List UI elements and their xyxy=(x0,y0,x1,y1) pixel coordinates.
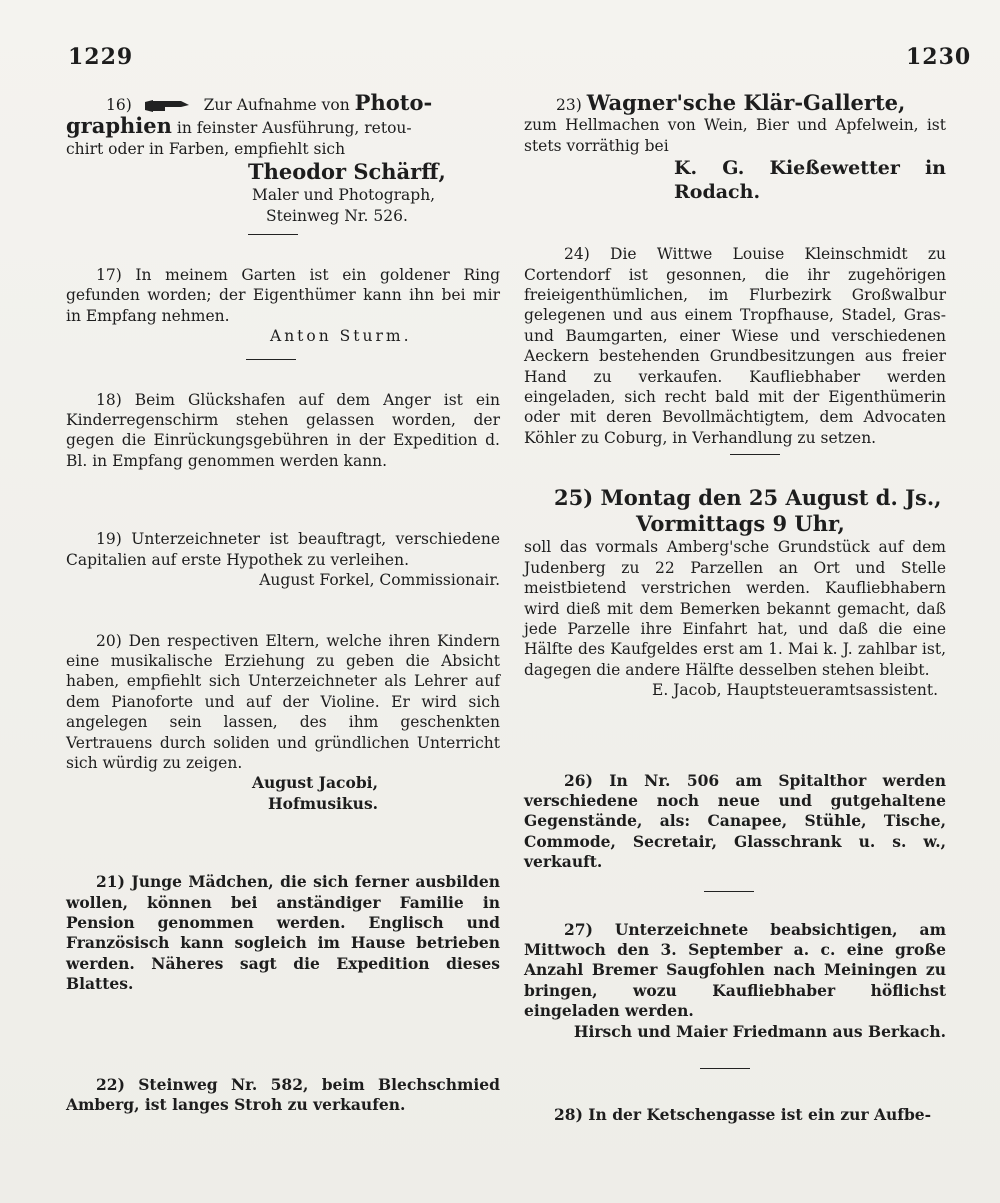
ad-16-address: Steinweg Nr. 526. xyxy=(266,206,408,225)
ad-16 xyxy=(66,92,500,226)
ad-16-title: Maler und Photograph, xyxy=(252,186,436,205)
ad-27-text: 27) Unterzeichnete beabsichtigen, am Mittwoch den 3. September a. c. eine große Anzahl Bremer Saugfohlen nach Meiningen zu bringen, wozu Kaufliebhaber höflichst eingeladen werden. xyxy=(524,919,946,1021)
ad-20-signature-title: Hofmusikus. xyxy=(268,793,379,813)
ad-17 xyxy=(66,265,500,347)
page-number-left: 1229 xyxy=(68,44,134,70)
ad-25-headline-time: Vormittags 9 Uhr, xyxy=(636,511,845,537)
ad-22-text: 22) Steinweg Nr. 582, beim Blechschmied Amberg, ist langes Stroh zu verkaufen. xyxy=(66,1074,500,1114)
ad-16-name: Theodor Schärff, xyxy=(248,159,446,185)
ad-18-text: 18) Beim Glückshafen auf dem Anger ist ein Kinderregenschirm stehen gelassen worden, der gegen die Einrückungsgebühren in der Expedition d. Bl. in Empfang genommen werden kann. xyxy=(66,390,500,470)
divider xyxy=(700,1068,750,1069)
ad-21-text: 21) Junge Mädchen, die sich ferner ausbilden wollen, können bei anständiger Familie in Pension genommen werden. Englisch und Französisch kann sogleich im Hause betrieben werden. Näheres sagt die Expedition dieses Blattes. xyxy=(66,872,500,994)
ad-23-headline: Wagner'sche Klär-Gallerte, xyxy=(586,90,906,115)
ad-22 xyxy=(66,1075,500,1116)
ad-18 xyxy=(66,390,500,472)
ad-16-line3: chirt oder in Farben, empfiehlt sich xyxy=(66,139,346,158)
ad-21 xyxy=(66,872,500,994)
left-column xyxy=(66,92,500,1115)
ad-16-photographien: graphien xyxy=(66,113,172,139)
ad-26 xyxy=(524,771,946,873)
ad-16-number: 16) xyxy=(106,96,132,114)
ad-25 xyxy=(524,485,946,700)
ad-23-text: zum Hellmachen von Wein, Bier und Apfelwein, ist stets vorräthig bei xyxy=(524,116,946,155)
ad-19-text: 19) Unterzeichneter ist beauftragt, verschiedene Capitalien auf erste Hypothek zu verleihen. xyxy=(66,530,500,569)
ad-26-text: 26) In Nr. 506 am Spitalthor werden verschiedene noch neue und gutgehaltene Gegenstände, als: Canapee, Stühle, Tische, Commode, Secretair, Glasschrank u. s. w., verkauft. xyxy=(524,770,946,872)
ad-28-text: 28) In der Ketschengasse ist ein zur Aufbe- xyxy=(554,1105,932,1124)
divider xyxy=(730,454,780,455)
ad-24 xyxy=(524,244,946,448)
ad-25-text: soll das vormals Amberg'sche Grundstück auf dem Judenberg zu 22 Parzellen an Ort und Stelle meistbietend verstrichen werden. Kaufliebhabern wird dieß mit dem Bemerken bekannt gemacht, daß jede Parzelle ihre Einfahrt hat, und daß die eine Hälfte des Kaufgeldes erst am 1. Mai k. J. zahlbar ist, dagegen die andere Hälfte desselben stehen bleibt. xyxy=(524,538,946,679)
pointing-hand-icon xyxy=(143,98,193,114)
ad-16-photo-word: Photo- xyxy=(354,90,433,115)
ad-24-text: 24) Die Wittwe Louise Kleinschmidt zu Cortendorf ist gesonnen, die ihr zugehörigen freieigenthümlichen, im Flurbezirk Großwalbur gelegenen und aus einem Tropfhause, Stadel, Gras- und Baumgarten, einer Wiese und verschiedenen Aeckern bestehenden Grundbesitzungen aus freier Hand zu verkaufen. Kaufliebhaber werden eingeladen, sich recht bald mit der Eigenthümerin oder mit deren Bevollmächtigtem, dem Advocaten Köhler zu Coburg, in Verhandlung zu setzen. xyxy=(524,245,946,447)
ad-25-headline-date: 25) Montag den 25 August d. Js., xyxy=(554,485,942,511)
ad-17-text: 17) In meinem Garten ist ein goldener Ring gefunden worden; der Eigenthümer kann ihn bei mir in Empfang nehmen. xyxy=(66,266,500,325)
page-number-right: 1230 xyxy=(906,44,972,70)
ad-25-signature: E. Jacob, Hauptsteueramtsassistent. xyxy=(652,681,938,700)
divider xyxy=(246,359,296,360)
ad-23 xyxy=(524,92,946,204)
ad-20-signature-name: August Jacobi, xyxy=(252,773,378,793)
ad-16-line2: in feinster Ausführung, retou- xyxy=(176,119,412,138)
ad-17-signature: Anton Sturm. xyxy=(270,327,412,346)
divider xyxy=(248,234,298,235)
ad-23-signature: K. G. Kießewetter in Rodach. xyxy=(674,157,946,204)
ad-27-signature: Hirsch und Maier Friedmann aus Berkach. xyxy=(573,1021,946,1041)
ad-19-signature: August Forkel, Commissionair. xyxy=(259,571,500,590)
ad-20 xyxy=(66,631,500,815)
ad-19 xyxy=(66,529,500,590)
ad-23-number: 23) xyxy=(556,96,582,114)
ad-28 xyxy=(524,1105,946,1125)
divider xyxy=(704,891,754,892)
ad-16-line1: Zur Aufnahme von xyxy=(203,96,350,114)
ad-27 xyxy=(524,920,946,1042)
ad-20-text: 20) Den respectiven Eltern, welche ihren Kindern eine musikalische Erziehung zu geben die Absicht haben, empfiehlt sich Unterzeichneter als Lehrer auf dem Pianoforte und auf der Violine. Er wird sich angelegen sein lassen, des ihm geschenkten Vertrauens durch soliden und gründlichen Unterricht sich würdig zu zeigen. xyxy=(66,631,500,772)
right-column xyxy=(524,92,946,1125)
